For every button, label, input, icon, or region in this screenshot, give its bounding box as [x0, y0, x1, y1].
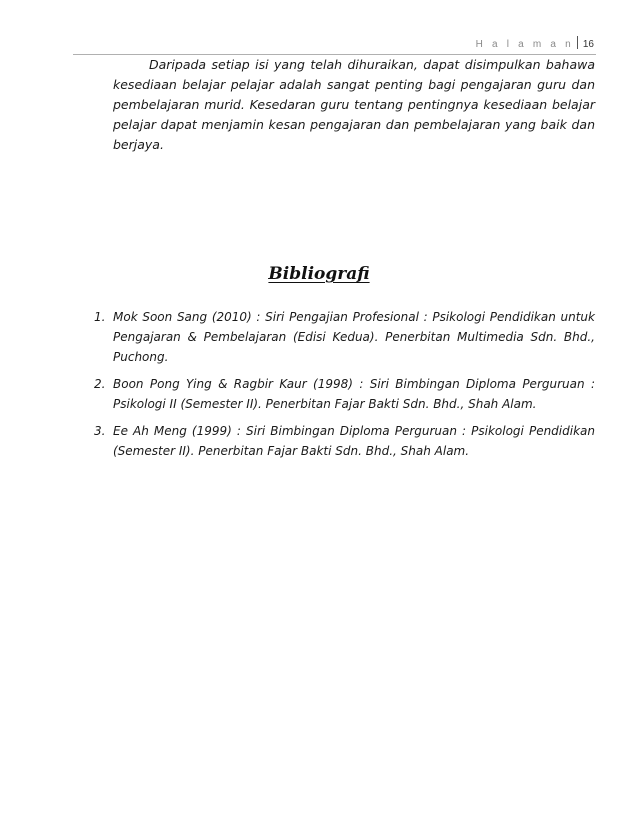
bibliography-entry-number: 1. [94, 310, 106, 324]
bibliography-title [0, 262, 638, 286]
bibliography-entry-number: 3. [94, 424, 106, 438]
bibliography-entry [94, 307, 595, 367]
bibliography-list [94, 307, 595, 468]
bibliography-entry-text: Ee Ah Meng (1999) : Siri Bimbingan Diploma Perguruan : Psikologi Pendidikan (Semester II). Penerbitan Fajar Bakti Sdn. Bhd., Shah Alam. [113, 424, 595, 458]
bibliography-title-text: Bibliografi [268, 264, 370, 284]
page-header-separator [577, 36, 578, 49]
page-header-label: H a l a m a n [475, 39, 574, 50]
bibliography-entry-number: 2. [94, 377, 106, 391]
bibliography-entry [94, 374, 595, 414]
conclusion-paragraph: Daripada setiap isi yang telah dihuraikan, dapat disimpulkan bahawa kesediaan belajar pelajar adalah sangat penting bagi pengajaran guru dan pembelajaran murid. Kesedaran guru tentang pentingnya kesediaan belajar pelajar dapat menjamin kesan pengajaran dan pembelajaran yang baik dan berjaya. [113, 57, 595, 152]
bibliography-entry [94, 421, 595, 461]
bibliography-entry-text: Boon Pong Ying & Ragbir Kaur (1998) : Siri Bimbingan Diploma Perguruan : Psikologi II (Semester II). Penerbitan Fajar Bakti Sdn. Bhd., Shah Alam. [113, 377, 595, 411]
page-number: 16 [582, 39, 594, 50]
bibliography-entry-text: Mok Soon Sang (2010) : Siri Pengajian Profesional : Psikologi Pendidikan untuk Pengajaran & Pembelajaran (Edisi Kedua). Penerbitan Multimedia Sdn. Bhd., Puchong. [113, 310, 595, 364]
page-header [476, 36, 594, 52]
